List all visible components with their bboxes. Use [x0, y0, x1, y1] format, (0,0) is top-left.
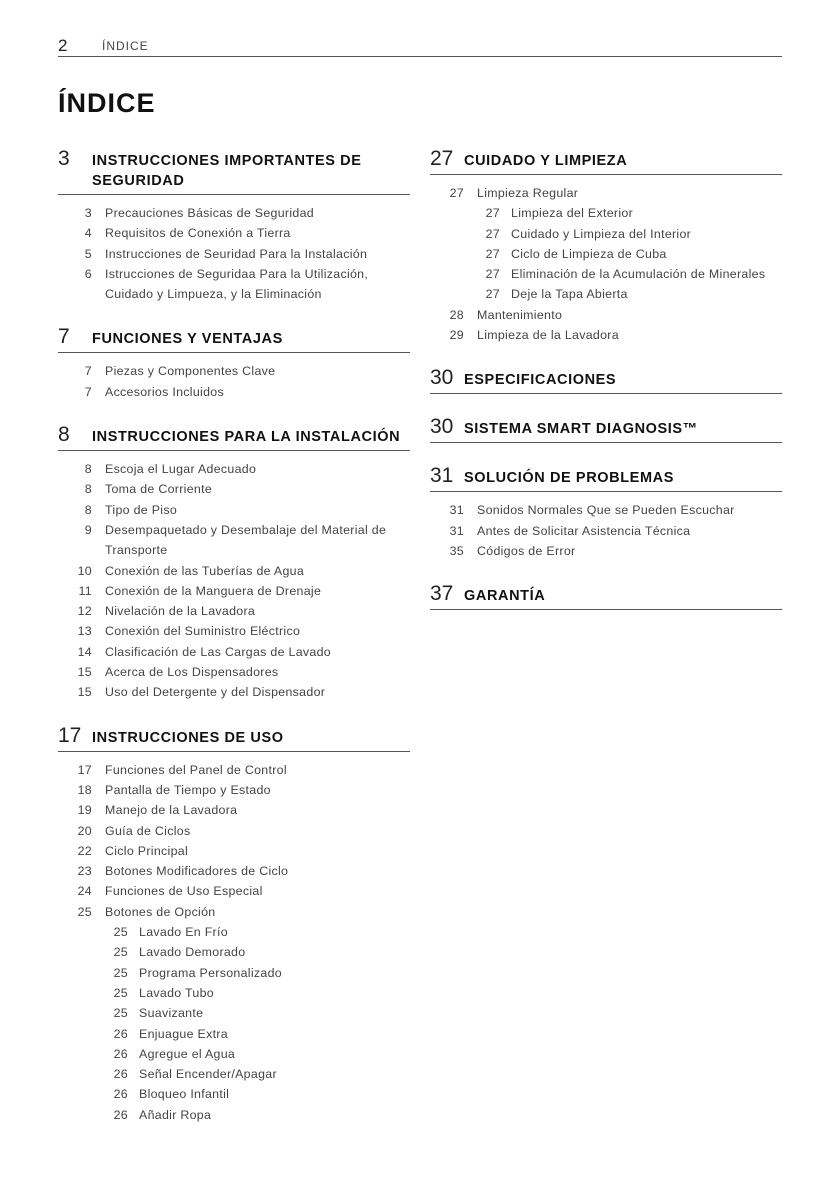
- entry-page-number: 8: [84, 482, 92, 497]
- toc-subentry[interactable]: [58, 922, 410, 942]
- entry-label: Funciones de Uso Especial: [105, 884, 263, 899]
- entry-page-number: 12: [77, 604, 92, 619]
- entry-page-number: 25: [113, 985, 128, 1000]
- entry-label: Funciones del Panel de Control: [105, 762, 287, 777]
- entry-page-number: 28: [449, 307, 464, 322]
- section-heading[interactable]: [58, 424, 410, 451]
- entry-page-number: 13: [77, 624, 92, 639]
- entry-page-number: 25: [113, 925, 128, 940]
- toc-subentry[interactable]: [58, 1024, 410, 1044]
- toc-section-solucion-de-problemas: [430, 465, 782, 561]
- entry-page-number: 27: [485, 267, 500, 282]
- entry-label: Limpieza del Exterior: [511, 206, 633, 221]
- entry-label: Lavado Tubo: [139, 985, 214, 1000]
- section-page-number: 37: [430, 582, 454, 606]
- entry-label: Escoja el Lugar Adecuado: [105, 462, 257, 477]
- toc-entry-list: [430, 500, 782, 561]
- entry-label: Añadir Ropa: [139, 1107, 212, 1122]
- toc-section-garantia: [430, 583, 782, 610]
- entry-label: Uso del Detergente y del Dispensador: [105, 685, 326, 700]
- section-heading[interactable]: [430, 583, 782, 610]
- toc-entry[interactable]: [58, 500, 410, 520]
- entry-label: Suavizante: [139, 1006, 204, 1021]
- toc-subentry[interactable]: [58, 1064, 410, 1084]
- entry-label: Toma de Corriente: [105, 482, 213, 497]
- section-heading[interactable]: [430, 367, 782, 394]
- toc-section-funciones-y-ventajas: [58, 326, 410, 402]
- entry-page-number: 27: [485, 206, 500, 221]
- entry-label: Accesorios Incluidos: [105, 384, 224, 399]
- toc-section-especificaciones: [430, 367, 782, 394]
- entry-page-number: 25: [113, 1006, 128, 1021]
- entry-label: Istrucciones de Seguridaa Para la Utilización, Cuidado y Limpueza, y la Eliminación: [105, 266, 369, 302]
- toc-subentry[interactable]: [430, 224, 782, 244]
- entry-label: Programa Personalizado: [139, 965, 282, 980]
- entry-label: Piezas y Componentes Clave: [105, 364, 276, 379]
- toc-entry[interactable]: [58, 682, 410, 702]
- entry-page-number: 7: [84, 364, 92, 379]
- entry-page-number: 19: [77, 803, 92, 818]
- entry-label: Desempaquetado y Desembalaje del Material de Transporte: [105, 522, 387, 558]
- entry-page-number: 27: [485, 226, 500, 241]
- entry-label: Enjuague Extra: [139, 1026, 228, 1041]
- entry-page-number: 27: [485, 287, 500, 302]
- entry-page-number: 5: [84, 246, 92, 261]
- toc-entry[interactable]: [58, 881, 410, 901]
- entry-page-number: 23: [77, 864, 92, 879]
- entry-page-number: 24: [77, 884, 92, 899]
- toc-subentry[interactable]: [430, 284, 782, 304]
- entry-label: Deje la Tapa Abierta: [511, 287, 628, 302]
- toc-entry-list: [58, 760, 410, 1125]
- toc-section-instrucciones-para-la-instalacion: [58, 424, 410, 703]
- section-title: INSTRUCCIONES PARA LA INSTALACIÓN: [92, 429, 401, 446]
- entry-label: Ciclo de Limpieza de Cuba: [511, 246, 667, 261]
- entry-page-number: 26: [113, 1107, 128, 1122]
- section-title: SISTEMA SMART DIAGNOSIS™: [464, 421, 698, 438]
- section-title: INSTRUCCIONES DE USO: [92, 729, 284, 746]
- entry-label: Requisitos de Conexión a Tierra: [105, 226, 291, 241]
- toc-section-sistema-smart-diagnosis: [430, 416, 782, 443]
- section-page-number: 7: [58, 325, 70, 349]
- toc-entry[interactable]: [58, 382, 410, 402]
- toc-entry[interactable]: [58, 361, 410, 381]
- toc-section-instrucciones-de-uso: [58, 725, 410, 1125]
- toc-subentry[interactable]: [58, 1084, 410, 1104]
- entry-label: Tipo de Piso: [105, 502, 178, 517]
- toc-subentry[interactable]: [58, 983, 410, 1003]
- entry-page-number: 17: [77, 762, 92, 777]
- entry-label: Botones Modificadores de Ciclo: [105, 864, 289, 879]
- entry-page-number: 27: [485, 246, 500, 261]
- toc-right-column: [430, 148, 782, 632]
- entry-page-number: 25: [113, 945, 128, 960]
- entry-label: Lavado En Frío: [139, 925, 228, 940]
- toc-entry[interactable]: [430, 305, 782, 325]
- section-page-number: 31: [430, 464, 454, 488]
- entry-page-number: 20: [77, 823, 92, 838]
- toc-entry[interactable]: [58, 264, 410, 305]
- entry-label: Sonidos Normales Que se Pueden Escuchar: [477, 503, 735, 518]
- entry-page-number: 15: [77, 665, 92, 680]
- entry-page-number: 3: [84, 206, 92, 220]
- toc-entry[interactable]: [58, 520, 410, 561]
- toc-entry[interactable]: [430, 521, 782, 541]
- toc-entry[interactable]: [58, 902, 410, 922]
- entry-page-number: 10: [77, 563, 92, 578]
- entry-page-number: 9: [84, 522, 92, 537]
- section-heading[interactable]: [58, 148, 410, 195]
- entry-label: Pantalla de Tiempo y Estado: [105, 782, 271, 797]
- toc-entry-list: [58, 459, 410, 703]
- toc-section-instrucciones-importantes-de-seguridad: [58, 148, 410, 304]
- entry-page-number: 25: [77, 904, 92, 919]
- toc-entry[interactable]: [58, 780, 410, 800]
- entry-label: Nivelación de la Lavadora: [105, 604, 256, 619]
- toc-entry[interactable]: [58, 459, 410, 479]
- entry-label: Instrucciones de Seuridad Para la Instalación: [105, 246, 368, 261]
- entry-label: Clasificación de Las Cargas de Lavado: [105, 644, 331, 659]
- entry-page-number: 11: [78, 583, 92, 598]
- entry-page-number: 26: [113, 1046, 128, 1061]
- entry-label: Limpieza de la Lavadora: [477, 328, 619, 343]
- toc-subentry[interactable]: [58, 1105, 410, 1125]
- entry-page-number: 4: [84, 226, 92, 241]
- entry-page-number: 22: [77, 843, 92, 858]
- entry-page-number: 8: [84, 502, 92, 517]
- section-page-number: 17: [58, 723, 82, 747]
- section-title: ESPECIFICACIONES: [464, 372, 617, 389]
- entry-label: Precauciones Básicas de Seguridad: [105, 206, 314, 220]
- entry-label: Ciclo Principal: [105, 843, 189, 858]
- section-page-number: 3: [58, 147, 70, 170]
- section-page-number: 30: [430, 366, 454, 390]
- entry-page-number: 25: [113, 965, 128, 980]
- entry-page-number: 35: [449, 543, 464, 558]
- entry-label: Agregue el Agua: [139, 1046, 236, 1061]
- section-title: FUNCIONES Y VENTAJAS: [92, 331, 283, 348]
- entry-page-number: 15: [77, 685, 92, 700]
- entry-page-number: 18: [77, 782, 92, 797]
- toc-entry[interactable]: [58, 621, 410, 641]
- section-heading[interactable]: [430, 416, 782, 443]
- toc-entry[interactable]: [430, 500, 782, 520]
- entry-label: Conexión del Suministro Eléctrico: [105, 624, 301, 639]
- entry-page-number: 31: [449, 503, 464, 518]
- entry-label: Señal Encender/Apagar: [139, 1067, 277, 1082]
- page-title: ÍNDICE: [58, 88, 156, 118]
- toc-entry-list: [58, 203, 410, 304]
- running-header: [58, 36, 782, 57]
- entry-label: Lavado Demorado: [139, 945, 246, 960]
- entry-label: Antes de Solicitar Asistencia Técnica: [477, 523, 691, 538]
- toc-subentry[interactable]: [430, 244, 782, 264]
- section-page-number: 8: [58, 423, 70, 447]
- entry-label: Guía de Ciclos: [105, 823, 191, 838]
- toc-entry-list: [58, 361, 410, 402]
- toc-entry[interactable]: [58, 581, 410, 601]
- entry-label: Conexión de la Manguera de Drenaje: [105, 583, 322, 598]
- entry-label: Bloqueo Infantil: [139, 1087, 230, 1102]
- toc-subentry[interactable]: [58, 942, 410, 962]
- section-title: INSTRUCCIONES IMPORTANTES DE SEGURIDAD: [92, 153, 362, 189]
- toc-entry[interactable]: [58, 601, 410, 621]
- toc-entry[interactable]: [58, 800, 410, 820]
- entry-page-number: 27: [449, 186, 464, 200]
- section-page-number: 30: [430, 415, 454, 439]
- section-heading[interactable]: [58, 326, 410, 353]
- section-heading[interactable]: [58, 725, 410, 752]
- entry-page-number: 7: [84, 384, 92, 399]
- entry-label: Manejo de la Lavadora: [105, 803, 238, 818]
- entry-page-number: 29: [449, 328, 464, 343]
- toc-entry[interactable]: [58, 861, 410, 881]
- entry-page-number: 14: [77, 644, 92, 659]
- toc-entry[interactable]: [430, 183, 782, 203]
- section-page-number: 27: [430, 147, 454, 170]
- toc-entry[interactable]: [58, 821, 410, 841]
- section-title: CUIDADO Y LIMPIEZA: [464, 153, 628, 169]
- entry-label: Conexión de las Tuberías de Agua: [105, 563, 305, 578]
- entry-label: Eliminación de la Acumulación de Minerales: [511, 267, 766, 282]
- entry-page-number: 8: [84, 462, 92, 477]
- entry-page-number: 26: [113, 1087, 128, 1102]
- section-heading[interactable]: [430, 465, 782, 492]
- entry-label: Cuidado y Limpieza del Interior: [511, 226, 692, 241]
- entry-page-number: 6: [84, 266, 92, 281]
- entry-label: Botones de Opción: [105, 904, 216, 919]
- toc-subentry[interactable]: [430, 264, 782, 284]
- section-heading[interactable]: [430, 148, 782, 175]
- header-page-number: 2: [58, 36, 68, 55]
- toc-subentry[interactable]: [58, 963, 410, 983]
- entry-label: Limpieza Regular: [477, 186, 579, 200]
- toc-entry[interactable]: [430, 541, 782, 561]
- entry-page-number: 31: [449, 523, 464, 538]
- toc-entry[interactable]: [58, 561, 410, 581]
- toc-subentry[interactable]: [58, 1044, 410, 1064]
- section-title: SOLUCIÓN DE PROBLEMAS: [464, 470, 674, 487]
- entry-label: Mantenimiento: [477, 307, 563, 322]
- toc-subentry[interactable]: [430, 203, 782, 223]
- toc-entry[interactable]: [58, 223, 410, 243]
- header-running-title: ÍNDICE: [102, 39, 149, 53]
- toc-entry[interactable]: [58, 760, 410, 780]
- toc-section-cuidado-y-limpieza: [430, 148, 782, 345]
- toc-entry-list: [430, 183, 782, 345]
- toc-entry[interactable]: [58, 662, 410, 682]
- toc-left-column: [58, 148, 410, 1147]
- section-title: GARANTÍA: [464, 588, 546, 605]
- entry-page-number: 26: [113, 1067, 128, 1082]
- entry-label: Códigos de Error: [477, 543, 576, 558]
- entry-label: Acerca de Los Dispensadores: [105, 665, 279, 680]
- toc-entry[interactable]: [430, 325, 782, 345]
- toc-subentry[interactable]: [58, 1003, 410, 1023]
- toc-entry[interactable]: [58, 203, 410, 223]
- toc-entry[interactable]: [58, 841, 410, 861]
- entry-page-number: 26: [113, 1026, 128, 1041]
- toc-entry[interactable]: [58, 642, 410, 662]
- toc-entry[interactable]: [58, 244, 410, 264]
- toc-entry[interactable]: [58, 479, 410, 499]
